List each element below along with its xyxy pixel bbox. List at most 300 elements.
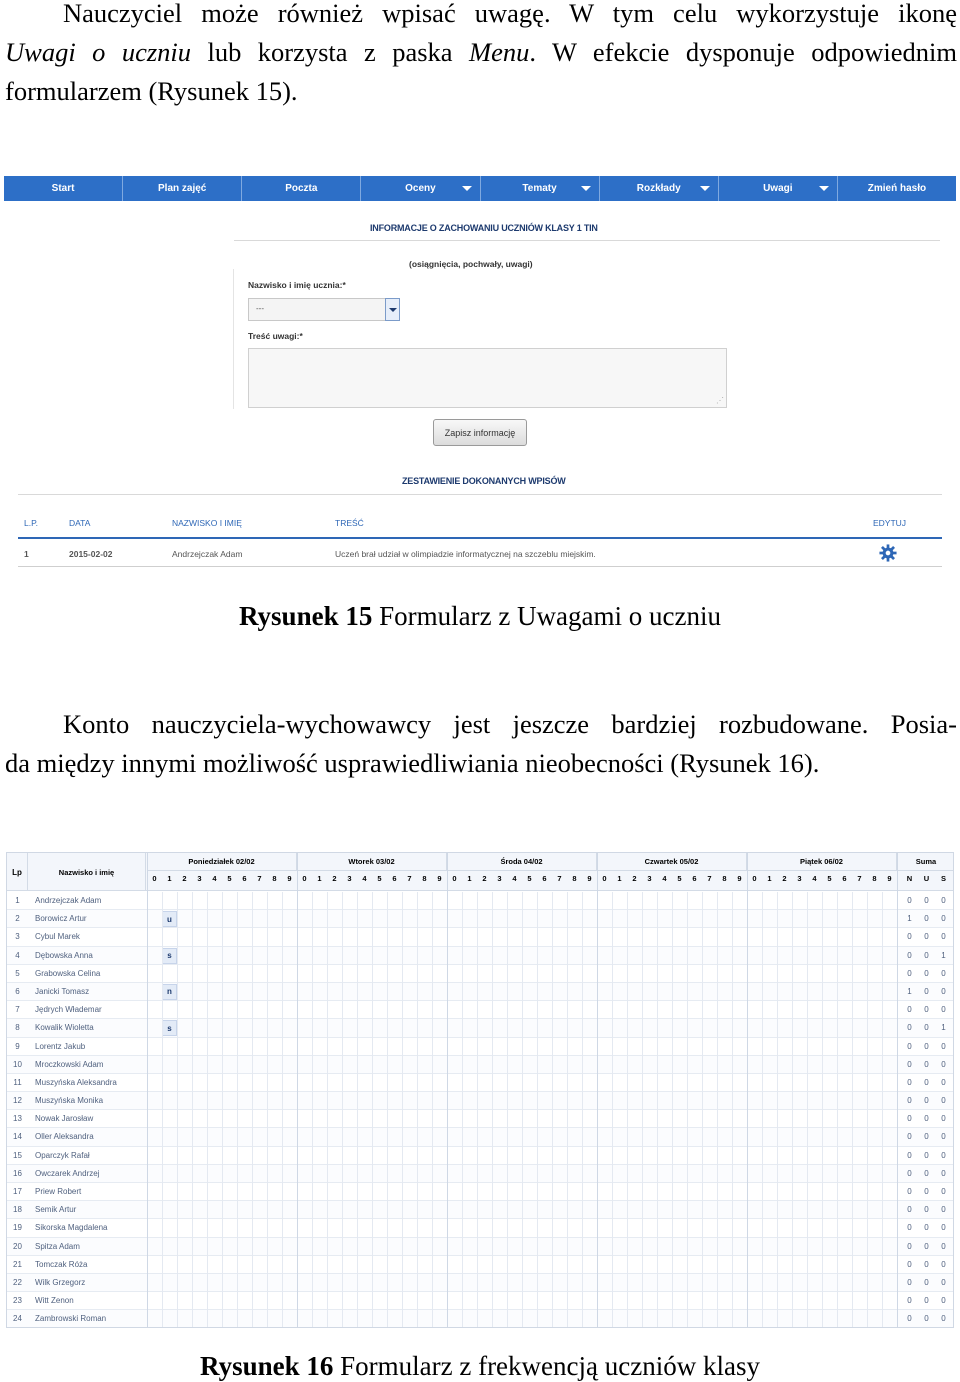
- sum-u: 0: [924, 1168, 929, 1178]
- student-lp: 20: [13, 1241, 22, 1251]
- sum-u: 0: [924, 1096, 929, 1106]
- grid-line: [357, 892, 358, 1328]
- sum-u: 0: [924, 1314, 929, 1324]
- text: . W efekcie dysponuje odpowiednim: [529, 37, 957, 67]
- sum-s: 0: [941, 1132, 946, 1142]
- grid-line: [492, 892, 493, 1328]
- sum-s: 0: [941, 1114, 946, 1124]
- sum-u: 0: [924, 1150, 929, 1160]
- sum-s: 0: [941, 968, 946, 978]
- col-header-lp: L.P.: [24, 518, 39, 528]
- sum-s: 0: [941, 1187, 946, 1196]
- grid-line: [552, 892, 553, 1328]
- student-lp: 7: [15, 1005, 20, 1015]
- lesson-number: 1: [317, 874, 322, 883]
- grid-line: [207, 892, 208, 1328]
- grid-line: [582, 892, 583, 1328]
- lesson-number: 3: [197, 874, 202, 883]
- sum-col-s: S: [940, 874, 946, 883]
- day-header: Środa 04/02: [447, 853, 597, 871]
- lesson-number: 5: [827, 874, 832, 883]
- table-row: [7, 910, 954, 928]
- sum-n: 0: [907, 1096, 912, 1106]
- lesson-number: 5: [527, 874, 532, 883]
- grid-line: [327, 892, 328, 1328]
- sum-s: 0: [941, 1223, 946, 1233]
- lesson-number: 7: [257, 874, 262, 883]
- sum-s: 0: [941, 1059, 946, 1069]
- divider: [18, 494, 942, 495]
- grid-line: [642, 892, 643, 1328]
- lesson-number: 6: [692, 874, 697, 883]
- sum-u: 0: [924, 896, 929, 905]
- lesson-number: 2: [332, 874, 337, 883]
- lesson-number: 3: [347, 874, 352, 883]
- student-name: Tomczak Róża: [35, 1259, 88, 1269]
- lesson-number: 4: [662, 874, 667, 883]
- lesson-number: 1: [467, 874, 472, 883]
- student-lp: 1: [15, 896, 20, 905]
- student-lp: 5: [15, 968, 20, 978]
- student-name: Muszyńska Monika: [35, 1096, 104, 1106]
- table-row: [7, 892, 954, 910]
- lesson-number: 7: [557, 874, 562, 883]
- table-row-line: [18, 566, 942, 567]
- menu-item[interactable]: [361, 176, 480, 201]
- figure-attendance-grid: [6, 852, 954, 1328]
- sum-s: 0: [941, 914, 946, 924]
- student-lp: 24: [13, 1314, 22, 1324]
- lesson-number: 8: [272, 874, 277, 883]
- lesson-number: 2: [782, 874, 787, 883]
- sum-n: 0: [907, 896, 912, 905]
- student-name: Owczarek Andrzej: [35, 1168, 100, 1178]
- student-lp: 23: [13, 1296, 22, 1306]
- sum-s: 0: [941, 1296, 946, 1306]
- lesson-number: 7: [707, 874, 712, 883]
- day-header: Wtorek 03/02: [297, 853, 447, 871]
- grid-line: [777, 892, 778, 1328]
- student-lp: 6: [15, 986, 20, 996]
- sum-col-u: U: [923, 874, 930, 883]
- table-row: [7, 1183, 954, 1201]
- caption-text: Formularz z frekwencją uczniów klasy: [333, 1351, 760, 1381]
- attendance-mark[interactable]: u: [162, 911, 177, 927]
- main-menu: [4, 176, 956, 201]
- lesson-number: 8: [872, 874, 877, 883]
- sum-u: 0: [924, 1296, 929, 1306]
- sum-u: 0: [924, 1187, 929, 1196]
- table-row: [7, 1074, 954, 1092]
- sum-header: Suma: [897, 853, 954, 871]
- student-lp: 11: [13, 1077, 22, 1087]
- chevron-down-icon[interactable]: [819, 186, 829, 191]
- lesson-number: 6: [842, 874, 847, 883]
- sum-n: 0: [907, 1277, 912, 1287]
- table-row: [7, 965, 954, 983]
- grid-line: [672, 892, 673, 1328]
- divider: [233, 269, 234, 409]
- student-name: Mroczkowski Adam: [35, 1059, 104, 1069]
- student-lp: 14: [13, 1132, 22, 1142]
- lesson-number: 9: [437, 874, 442, 883]
- caption-number: Rysunek 15: [239, 601, 373, 631]
- sum-u: 0: [924, 986, 929, 996]
- grid-line: [177, 892, 178, 1328]
- col-header-date: DATA: [69, 518, 91, 528]
- entry-lp: 1: [24, 549, 29, 559]
- sum-n: 0: [907, 1150, 912, 1160]
- grid-line: [222, 892, 223, 1328]
- grid-line: [807, 892, 808, 1328]
- attendance-mark[interactable]: s: [162, 948, 177, 964]
- day-separator: [597, 853, 598, 1328]
- menu-item-label: Poczta: [285, 183, 318, 194]
- sum-n: 0: [907, 1241, 912, 1251]
- sum-s: 0: [941, 1005, 946, 1015]
- sum-s: 0: [941, 986, 946, 996]
- grid-line: [867, 892, 868, 1328]
- table-row: [7, 1274, 954, 1292]
- table-row: [7, 1310, 954, 1328]
- chevron-down-icon[interactable]: [462, 186, 472, 191]
- lesson-number: 2: [182, 874, 187, 883]
- menu-item[interactable]: [719, 176, 838, 201]
- table-row: [7, 1238, 954, 1256]
- table-row: [7, 1201, 954, 1219]
- gear-icon[interactable]: [879, 544, 897, 562]
- save-note-button[interactable]: Zapisz informację: [433, 419, 527, 446]
- table-row: [7, 947, 954, 965]
- lesson-number: 6: [542, 874, 547, 883]
- student-select[interactable]: [248, 298, 400, 321]
- sum-n: 0: [907, 1259, 912, 1269]
- student-name: Oparczyk Rafał: [35, 1150, 90, 1160]
- student-name: Oller Aleksandra: [35, 1132, 94, 1142]
- grid-line: [477, 892, 478, 1328]
- grid-line: [627, 892, 628, 1328]
- menu-item[interactable]: [242, 176, 361, 201]
- sum-u: 0: [924, 1114, 929, 1124]
- sum-n: 0: [907, 1187, 912, 1196]
- lesson-number: 4: [362, 874, 367, 883]
- lesson-number: 1: [767, 874, 772, 883]
- lesson-number: 0: [302, 874, 307, 883]
- sum-s: 0: [941, 1168, 946, 1178]
- grid-line: [657, 892, 658, 1328]
- menu-item-label: Tematy: [522, 183, 557, 194]
- sum-n: 0: [907, 1005, 912, 1015]
- student-name: Janicki Tomasz: [35, 986, 90, 996]
- section-title: INFORMACJE O ZACHOWANIU UCZNIÓW KLASY 1 TIN: [370, 223, 598, 233]
- lesson-number: 1: [167, 874, 172, 883]
- lesson-number: 9: [287, 874, 292, 883]
- student-name: Witt Zenon: [35, 1296, 74, 1306]
- sum-s: 0: [941, 1205, 946, 1215]
- caption-figure-15: [0, 600, 960, 632]
- grid-line: [312, 892, 313, 1328]
- lesson-number: 5: [227, 874, 232, 883]
- lesson-number: 9: [887, 874, 892, 883]
- grid-line: [462, 892, 463, 1328]
- grid-line: [567, 892, 568, 1328]
- lesson-number: 2: [482, 874, 487, 883]
- lesson-number: 6: [392, 874, 397, 883]
- table-row: [7, 1092, 954, 1110]
- grid-line: [792, 892, 793, 1328]
- menu-item-label: Plan zajęć: [158, 183, 207, 194]
- student-label: Nazwisko i imię ucznia:*: [248, 280, 346, 290]
- menu-item[interactable]: [600, 176, 719, 201]
- col-header-content: TREŚĆ: [335, 518, 364, 528]
- sum-n: 0: [907, 1077, 912, 1087]
- lesson-number: 4: [512, 874, 517, 883]
- grid-line: [387, 892, 388, 1328]
- emphasis: Menu: [469, 37, 530, 67]
- sum-s: 0: [941, 1077, 946, 1087]
- student-name: Lorentz Jakub: [35, 1041, 86, 1051]
- paragraph-line: Nauczyciel może również wpisać uwagę. W tym celu wykorzystuje ikonę: [63, 0, 957, 28]
- grid-line: [162, 892, 163, 1328]
- lesson-number: 3: [797, 874, 802, 883]
- divider: [234, 240, 940, 241]
- sum-s: 0: [941, 1314, 946, 1324]
- grid-line: [267, 892, 268, 1328]
- sum-n: 0: [907, 1314, 912, 1324]
- grid-line: [507, 892, 508, 1328]
- sum-s: 1: [941, 950, 946, 960]
- sum-s: 1: [941, 1023, 946, 1033]
- day-header: Poniedziałek 02/02: [147, 853, 297, 871]
- day-separator: [897, 853, 898, 1328]
- sum-n: 0: [907, 1223, 912, 1233]
- menu-item[interactable]: [123, 176, 242, 201]
- lesson-number: 7: [407, 874, 412, 883]
- grid-line: [237, 892, 238, 1328]
- lesson-number: 5: [377, 874, 382, 883]
- table-row: [7, 983, 954, 1001]
- sum-n: 1: [907, 914, 912, 924]
- menu-item[interactable]: [481, 176, 600, 201]
- content-label: Treść uwagi:*: [248, 331, 303, 341]
- sum-s: 0: [941, 1259, 946, 1269]
- table-row: [7, 1219, 954, 1237]
- attendance-mark[interactable]: s: [162, 1020, 177, 1036]
- sum-u: 0: [924, 1223, 929, 1233]
- paragraph-teacher-account: [5, 705, 957, 783]
- sum-n: 0: [907, 1023, 912, 1033]
- student-name: Cybul Marek: [35, 932, 80, 942]
- grid-line: [882, 892, 883, 1328]
- lesson-number: 2: [632, 874, 637, 883]
- paragraph-line: Konto nauczyciela-wychowawcy jest jeszcze bardziej rozbudowane. Posia-: [63, 709, 957, 739]
- sum-n: 0: [907, 1168, 912, 1178]
- grid-line: [717, 892, 718, 1328]
- chevron-down-icon[interactable]: [385, 298, 400, 321]
- student-select-value: ---: [256, 304, 264, 313]
- table-row: [7, 1128, 954, 1146]
- menu-item-label: Start: [51, 183, 75, 194]
- grid-line: [687, 892, 688, 1328]
- lesson-number: 8: [722, 874, 727, 883]
- student-lp: 21: [13, 1259, 22, 1269]
- table-row: [7, 1019, 954, 1037]
- sum-u: 0: [924, 1205, 929, 1215]
- text: lub korzysta z paska: [191, 37, 469, 67]
- student-lp: 4: [15, 950, 20, 960]
- sum-n: 0: [907, 1114, 912, 1124]
- menu-item-label: Uwagi: [763, 183, 793, 194]
- table-row: [7, 1056, 954, 1074]
- table-row: [7, 1165, 954, 1183]
- attendance-mark[interactable]: n: [162, 984, 177, 1000]
- caption-text: Formularz z Uwagami o uczniu: [372, 601, 721, 631]
- sum-n: 0: [907, 1205, 912, 1215]
- grid-line: [702, 892, 703, 1328]
- sum-n: 0: [907, 932, 912, 942]
- figure-notes-form: [4, 176, 956, 571]
- grid-line: [342, 892, 343, 1328]
- paragraph-line: da między innymi możliwość usprawiedliwiania nieobecności (Rysunek 16).: [5, 748, 820, 778]
- grid-line: [852, 892, 853, 1328]
- lesson-number: 8: [572, 874, 577, 883]
- grid-line: [822, 892, 823, 1328]
- grid-line: [282, 892, 283, 1328]
- chevron-down-icon[interactable]: [700, 186, 710, 191]
- student-name: Dębowska Anna: [35, 950, 93, 960]
- paragraph-line: formularzem (Rysunek 15).: [5, 76, 298, 106]
- lesson-number: 3: [647, 874, 652, 883]
- student-name: Grabowska Celina: [35, 968, 101, 978]
- menu-item[interactable]: [4, 176, 123, 201]
- note-textarea[interactable]: [248, 348, 727, 408]
- sum-s: 0: [941, 1277, 946, 1287]
- student-name: Spitza Adam: [35, 1241, 80, 1251]
- grid-line: [762, 892, 763, 1328]
- col-header-name: NAZWISKO I IMIĘ: [172, 518, 242, 528]
- student-name: Semik Artur: [35, 1205, 77, 1215]
- sum-n: 0: [907, 950, 912, 960]
- col-header-name: Nazwisko i imię: [28, 853, 146, 891]
- sum-u: 0: [924, 1005, 929, 1015]
- entry-content: Uczeń brał udział w olimpiadzie informatycznej na szczeblu miejskim.: [335, 549, 596, 559]
- student-lp: 10: [13, 1059, 22, 1069]
- sum-s: 0: [941, 896, 946, 905]
- student-name: Nowak Jarosław: [35, 1114, 94, 1124]
- menu-item[interactable]: [838, 176, 956, 201]
- student-lp: 15: [13, 1150, 22, 1160]
- sum-u: 0: [924, 950, 929, 960]
- sum-u: 0: [924, 1041, 929, 1051]
- lesson-number: 5: [677, 874, 682, 883]
- table-row: [7, 1001, 954, 1019]
- sum-u: 0: [924, 1059, 929, 1069]
- caption-number: Rysunek 16: [200, 1351, 334, 1381]
- sum-s: 0: [941, 1150, 946, 1160]
- grid-line: [732, 892, 733, 1328]
- grid-line: [402, 892, 403, 1328]
- student-lp: 3: [15, 932, 20, 942]
- grid-line: [612, 892, 613, 1328]
- sum-n: 0: [907, 1041, 912, 1051]
- entry-date: 2015-02-02: [69, 549, 113, 559]
- emphasis: Uwagi o uczniu: [5, 37, 192, 67]
- student-lp: 19: [13, 1223, 22, 1233]
- student-lp: 17: [13, 1187, 22, 1196]
- table-row: [7, 1256, 954, 1274]
- lesson-number: 7: [857, 874, 862, 883]
- menu-item-label: Zmień hasło: [867, 183, 927, 194]
- sum-u: 0: [924, 1023, 929, 1033]
- sum-n: 0: [907, 1059, 912, 1069]
- student-lp: 2: [15, 914, 20, 924]
- student-name: Sikorska Magdalena: [35, 1223, 108, 1233]
- student-name: Priew Robert: [35, 1187, 82, 1196]
- resize-grip-icon[interactable]: ⋰: [716, 396, 724, 405]
- sum-u: 0: [924, 968, 929, 978]
- lesson-number: 1: [617, 874, 622, 883]
- student-lp: 13: [13, 1114, 22, 1124]
- lesson-number: 0: [452, 874, 457, 883]
- subtitle: (osiągnięcia, pochwały, uwagi): [409, 259, 533, 269]
- student-lp: 8: [15, 1023, 20, 1033]
- table-row: [7, 928, 954, 946]
- sum-u: 0: [924, 1132, 929, 1142]
- lesson-number: 0: [602, 874, 607, 883]
- grid-line: [252, 892, 253, 1328]
- day-separator: [147, 853, 148, 1328]
- sum-n: 0: [907, 1296, 912, 1306]
- table-row: [7, 1147, 954, 1165]
- student-lp: 12: [13, 1096, 22, 1106]
- lesson-number: 6: [242, 874, 247, 883]
- sum-u: 0: [924, 932, 929, 942]
- student-name: Zambrowski Roman: [35, 1314, 107, 1324]
- sum-s: 0: [941, 1041, 946, 1051]
- table-row: [7, 1110, 954, 1128]
- grid-line: [417, 892, 418, 1328]
- grid-line: [837, 892, 838, 1328]
- sum-u: 0: [924, 1277, 929, 1287]
- menu-item-label: Rozkłady: [636, 183, 681, 194]
- sum-u: 0: [924, 914, 929, 924]
- sum-n: 0: [907, 968, 912, 978]
- chevron-down-icon[interactable]: [581, 186, 591, 191]
- lesson-number: 4: [812, 874, 817, 883]
- day-separator: [297, 853, 298, 1328]
- student-rows: [7, 892, 954, 1328]
- grid-line: [432, 892, 433, 1328]
- lesson-number: 3: [497, 874, 502, 883]
- sum-u: 0: [924, 1241, 929, 1251]
- student-name: Muszyńska Aleksandra: [35, 1077, 117, 1087]
- caption-figure-16: [0, 1350, 960, 1382]
- sum-n: 1: [907, 986, 912, 996]
- day-separator: [447, 853, 448, 1328]
- lesson-number: 0: [152, 874, 157, 883]
- table-header-line: [18, 537, 942, 539]
- lesson-number: 0: [752, 874, 757, 883]
- paragraph-line: [5, 33, 957, 72]
- grid-line: [192, 892, 193, 1328]
- grid-line: [372, 892, 373, 1328]
- grid-line: [537, 892, 538, 1328]
- sum-n: 0: [907, 1132, 912, 1142]
- day-separator: [747, 853, 748, 1328]
- col-header-edit: EDYTUJ: [873, 518, 907, 528]
- student-name: Andrzejczak Adam: [35, 896, 102, 905]
- sum-col-n: N: [906, 874, 913, 883]
